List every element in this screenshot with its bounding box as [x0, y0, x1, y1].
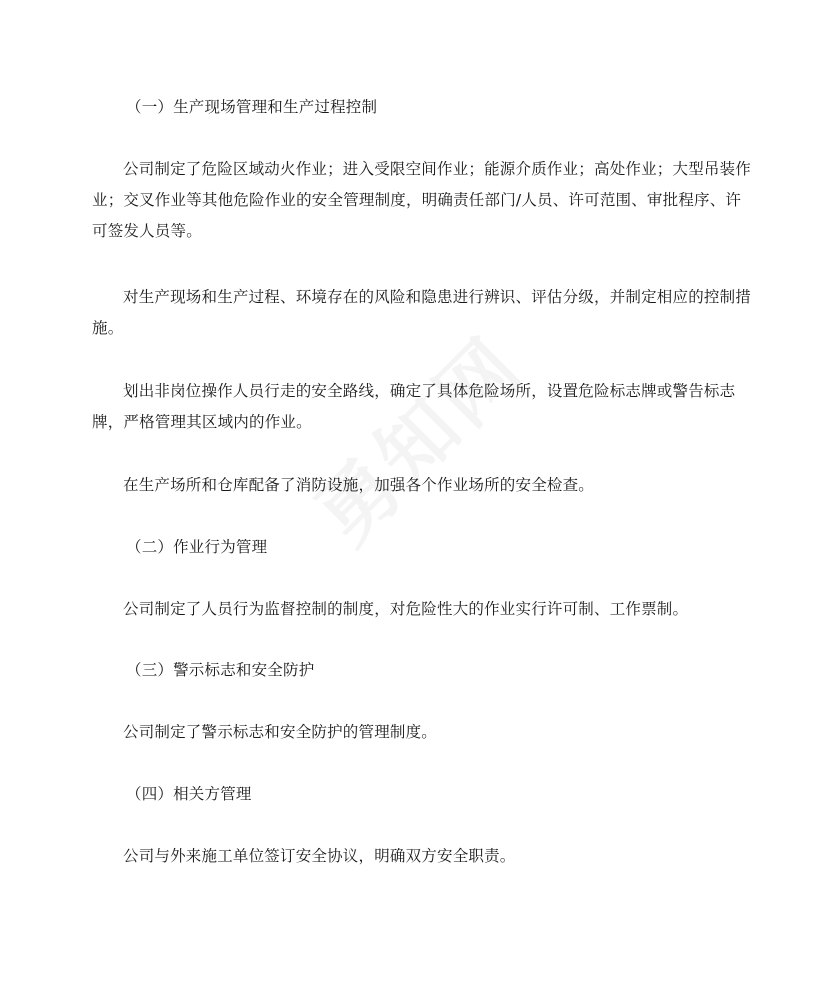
paragraph-risk-identification: 对生产现场和生产过程、环境存在的风险和隐患进行辨识、评估分级，并制定相应的控制措施。: [92, 288, 752, 337]
paragraph-hot-work-rules: 公司制定了危险区域动火作业；进入受限空间作业；能源介质作业；高处作业；大型吊装作业；交叉作业等其他危险作业的安全管理制度，明确责任部门/人员、许可范围、审批程序、许可签发人员等。: [92, 160, 752, 240]
section-heading-3: （三）警示标志和安全防护: [126, 661, 315, 679]
section-heading-1: （一）生产现场管理和生产过程控制: [126, 98, 378, 116]
section-heading-4: （四）相关方管理: [126, 785, 252, 803]
paragraph-safety-routes: 划出非岗位操作人员行走的安全路线，确定了具体危险场所，设置危险标志牌或警告标志牌，严格管理其区域内的作业。: [92, 382, 736, 431]
section-heading-2: （二）作业行为管理: [126, 538, 268, 556]
paragraph-contractor-agreement: 公司与外来施工单位签订安全协议，明确双方安全职责。: [123, 847, 516, 865]
paragraph-behavior-supervision: 公司制定了人员行为监督控制的制度，对危险性大的作业实行许可制、工作票制。: [123, 600, 689, 618]
paragraph-fire-facilities: 在生产场所和仓库配备了消防设施，加强各个作业场所的安全检查。: [123, 476, 595, 494]
paragraph-warning-signs: 公司制定了警示标志和安全防护的管理制度。: [123, 723, 438, 741]
